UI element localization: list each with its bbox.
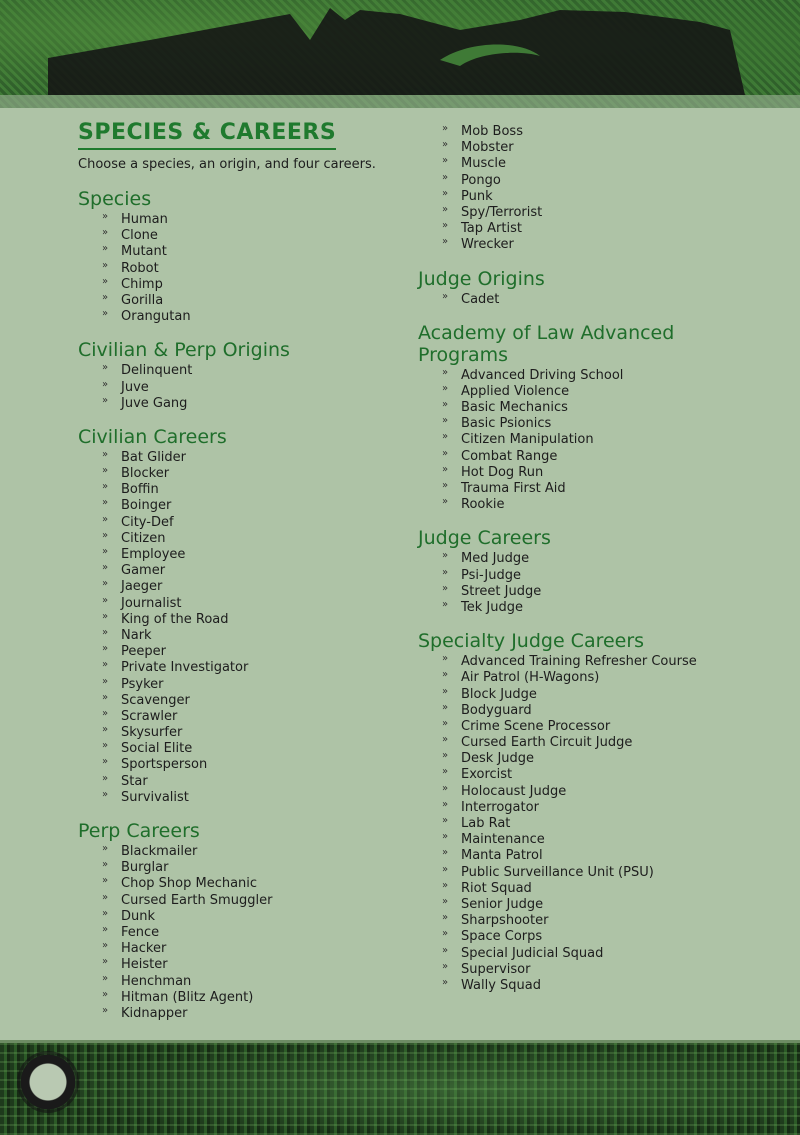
bullet-icon: » [102,626,109,638]
list-item [102,790,408,806]
list-item [102,228,408,244]
list-item-label: Spy/Terrorist [461,204,543,220]
list-item-label: Space Corps [461,929,543,945]
section-heading-academy [418,322,788,366]
list-item-label: Psi-Judge [461,567,521,583]
list-item-label: Mobster [461,140,514,156]
specialty-judge-careers-list [418,654,788,994]
bullet-icon: » [102,448,109,460]
list-item [442,654,788,670]
bullet-icon: » [442,798,449,810]
list-item [102,596,408,612]
bullet-icon: » [102,243,109,255]
bullet-icon: » [442,766,449,778]
bullet-icon: » [442,734,449,746]
list-item-label: Special Judicial Squad [461,945,604,961]
bullet-icon: » [442,139,449,151]
list-item-label: Holocaust Judge [461,783,567,799]
bullet-icon: » [102,378,109,390]
list-item [102,925,408,941]
list-item-label: Rookie [461,497,505,513]
list-item-label: Clone [121,228,158,244]
bullet-icon: » [442,782,449,794]
list-item-label: Block Judge [461,686,537,702]
bullet-icon: » [102,1004,109,1016]
list-item-label: Bat Glider [121,449,187,465]
intro-text: Choose a species, an origin, and four careers. [78,157,376,172]
list-item [102,363,408,379]
bullet-icon: » [442,187,449,199]
bullet-icon: » [442,236,449,248]
list-item [442,205,788,221]
list-item-label: Muscle [461,156,506,172]
list-item-label: Interrogator [461,799,539,815]
bullet-icon: » [102,988,109,1000]
bullet-icon: » [102,940,109,952]
list-item-label: Chimp [121,276,163,292]
list-item [442,551,788,567]
list-item-label: Advanced Driving School [461,367,624,383]
section-heading-specialty-judge-careers: Specialty Judge Careers [418,630,645,653]
list-item [102,612,408,628]
list-item-label: Sharpshooter [461,913,549,929]
list-item [442,173,788,189]
list-item-label: Scrawler [121,708,178,724]
bullet-icon: » [102,659,109,671]
list-item [442,384,788,400]
bullet-icon: » [102,788,109,800]
section-heading-civilian-careers: Civilian Careers [78,425,227,448]
list-item [442,719,788,735]
judge-careers-list [418,551,788,616]
bullet-icon: » [442,566,449,578]
list-item-label: Citizen [121,530,166,546]
bullet-icon: » [442,463,449,475]
bullet-icon: » [442,447,449,459]
list-item [102,212,408,228]
list-item [102,515,408,531]
list-item [442,237,788,253]
list-item-label: Basic Mechanics [461,400,568,416]
list-item [442,292,788,308]
page-title: SPECIES & CAREERS [78,120,336,150]
list-item [102,482,408,498]
list-item-label: Employee [121,547,186,562]
list-item [102,677,408,693]
bottom-banner-decoration [0,1040,800,1135]
list-item [442,670,788,686]
list-item-label: Blocker [121,466,170,482]
list-item-label: Street Judge [461,583,542,599]
bullet-icon: » [442,895,449,907]
list-item-label: Med Judge [461,551,530,567]
bullet-icon: » [102,308,109,320]
bullet-icon: » [102,562,109,574]
list-item-label: Boffin [121,482,159,498]
circuit-texture [0,1043,800,1135]
list-item-label: Robot [121,260,159,276]
bullet-icon: » [102,691,109,703]
bullet-icon: » [442,496,449,508]
list-item [442,848,788,864]
bullet-icon: » [102,707,109,719]
list-item [102,757,408,773]
bullet-icon: » [102,594,109,606]
list-item [442,156,788,172]
bullet-icon: » [442,717,449,729]
bullet-icon: » [442,123,449,134]
bullet-icon: » [102,859,109,871]
bullet-icon: » [442,171,449,183]
academy-heading-line-1: Academy of Law Advanced [418,321,675,344]
list-item [442,124,788,140]
bullet-icon: » [442,382,449,394]
bullet-icon: » [102,227,109,239]
list-item [102,774,408,790]
list-item [102,709,408,725]
bullet-icon: » [442,582,449,594]
bullet-icon: » [102,513,109,525]
list-item-label: Orangutan [121,309,191,325]
list-item-label: Punk [461,188,493,204]
list-item-label: Delinquent [121,363,193,379]
list-item-label: Mutant [121,244,167,260]
perp-careers-list-part-1 [78,844,408,1022]
list-item-label: Blackmailer [121,844,198,859]
list-item [102,450,408,466]
civilian-careers-list [78,450,408,806]
list-item-label: Nark [121,627,152,643]
list-item [102,957,408,973]
list-item-label: Gorilla [121,292,164,308]
bullet-icon: » [442,366,449,378]
list-item-label: Cadet [461,291,500,307]
list-item [442,600,788,616]
list-item-label: City-Def [121,514,174,530]
bullet-icon: » [102,211,109,222]
species-list [78,212,408,325]
academy-list [418,368,788,514]
bullet-icon: » [442,399,449,411]
bullet-icon: » [442,976,449,988]
list-item-label: Senior Judge [461,896,544,912]
list-item-label: Hacker [121,941,167,957]
list-item-label: Kidnapper [121,1005,188,1021]
list-item-label: Riot Squad [461,880,532,896]
list-item-label: Heister [121,957,168,973]
list-item-label: Applied Violence [461,383,570,399]
list-item [102,244,408,260]
list-item-label: King of the Road [121,611,229,627]
list-item [442,687,788,703]
list-item-label: Cursed Earth Smuggler [121,892,273,908]
list-item [102,498,408,514]
bullet-icon: » [442,480,449,491]
bullet-icon: » [102,907,109,919]
right-column [418,124,788,994]
bullet-icon: » [442,863,449,875]
list-item [102,844,408,860]
list-item-label: Juve Gang [121,395,188,411]
bullet-icon: » [102,259,109,271]
bullet-icon: » [102,394,109,406]
bullet-icon: » [102,772,109,784]
list-item-label: Combat Range [461,448,558,464]
list-item [442,751,788,767]
bullet-icon: » [442,928,449,940]
list-item-label: Skysurfer [121,725,183,741]
list-item-label: Pongo [461,172,501,188]
bullet-icon: » [102,675,109,687]
bullet-icon: » [102,546,109,557]
list-item [102,941,408,957]
bullet-icon: » [102,275,109,287]
bullet-icon: » [442,669,449,681]
section-heading-judge-careers: Judge Careers [418,527,551,550]
bullet-icon: » [442,701,449,713]
list-item-label: Wally Squad [461,977,541,993]
list-item-label: Human [121,212,168,227]
list-item [442,221,788,237]
bullet-icon: » [442,550,449,562]
list-item [102,380,408,396]
list-item-label: Citizen Manipulation [461,432,594,448]
list-item-label: Fence [121,924,160,940]
list-item-label: Psyker [121,676,164,692]
list-item [102,974,408,990]
list-item [442,816,788,832]
list-item [102,309,408,325]
list-item [102,277,408,293]
list-item [442,881,788,897]
bullet-icon: » [102,972,109,984]
list-item-label: Burglar [121,860,169,876]
list-item [102,893,408,909]
list-item [442,767,788,783]
list-item-label: Maintenance [461,832,545,848]
list-item-label: Desk Judge [461,751,535,767]
list-item-label: Supervisor [461,961,531,977]
list-item-label: Tek Judge [461,599,523,615]
list-item [102,547,408,563]
bullet-icon: » [102,724,109,736]
list-item [442,800,788,816]
list-item [102,293,408,309]
list-item [102,660,408,676]
list-item [442,449,788,465]
bullet-icon: » [102,291,109,303]
list-item-label: Cursed Earth Circuit Judge [461,735,633,751]
list-item [102,579,408,595]
list-item [442,189,788,205]
bullet-icon: » [102,740,109,752]
bullet-icon: » [442,220,449,232]
bullet-icon: » [442,944,449,956]
list-item [442,978,788,994]
list-item [442,913,788,929]
list-item [442,400,788,416]
bullet-icon: » [102,481,109,493]
gear-icon [20,1054,76,1110]
list-item [102,909,408,925]
bullet-icon: » [442,815,449,826]
bullet-icon: » [102,956,109,968]
list-item [442,568,788,584]
list-item-label: Dunk [121,908,156,924]
list-item [102,466,408,482]
bullet-icon: » [442,431,449,443]
list-item [102,396,408,412]
bullet-icon: » [102,843,109,854]
list-item-label: Hot Dog Run [461,464,544,480]
list-item-label: Private Investigator [121,660,249,676]
list-item-label: Basic Psionics [461,416,552,432]
list-item [442,735,788,751]
bullet-icon: » [442,685,449,697]
judge-origins-list [418,292,788,308]
section-heading-perp-careers: Perp Careers [78,820,200,842]
list-item-label: Chop Shop Mechanic [121,876,258,892]
list-item-label: Scavenger [121,692,190,708]
list-item [442,140,788,156]
list-item-label: Tap Artist [461,221,522,237]
list-item [442,946,788,962]
bullet-icon: » [102,756,109,768]
list-item-label: Journalist [121,595,182,611]
bullet-icon: » [102,362,109,374]
list-item-label: Boinger [121,498,172,514]
list-item-label: Exorcist [461,767,513,783]
bullet-icon: » [442,960,449,972]
list-item [442,784,788,800]
bullet-icon: » [442,155,449,167]
bullet-icon: » [102,529,109,541]
list-item [102,860,408,876]
list-item-label: Wrecker [461,237,514,253]
list-item [442,703,788,719]
list-item [442,584,788,600]
list-item-label: Gamer [121,563,166,579]
list-item-label: Crime Scene Processor [461,718,611,734]
list-item [442,416,788,432]
bullet-icon: » [102,923,109,935]
skyline-silhouette-icon [0,0,800,108]
section-heading-civilian-perp-origins: Civilian & Perp Origins [78,339,290,362]
list-item [442,497,788,513]
list-item [102,628,408,644]
bullet-icon: » [102,578,109,590]
section-heading-species: Species [78,188,152,210]
bullet-icon: » [442,653,449,665]
list-item-label: Social Elite [121,741,193,757]
list-item [102,725,408,741]
list-item-label: Star [121,773,148,789]
list-item [442,865,788,881]
list-item [102,644,408,660]
list-item [102,741,408,757]
list-item-label: Bodyguard [461,702,532,718]
bullet-icon: » [442,415,449,427]
list-item [102,563,408,579]
list-item [102,1006,408,1022]
list-item [442,962,788,978]
list-item-label: Advanced Training Refresher Course [461,654,697,670]
list-item-label: Survivalist [121,789,189,805]
list-item-label: Manta Patrol [461,848,543,864]
list-item [102,990,408,1006]
bullet-icon: » [442,831,449,843]
list-item [442,481,788,497]
list-item-label: Sportsperson [121,757,208,773]
bullet-icon: » [102,643,109,655]
bullet-icon: » [442,750,449,762]
list-item [102,693,408,709]
list-item-label: Henchman [121,973,192,989]
bullet-icon: » [442,290,449,302]
bullet-icon: » [102,891,109,903]
list-item [102,261,408,277]
list-item [442,432,788,448]
bullet-icon: » [442,847,449,859]
bullet-icon: » [442,203,449,215]
bullet-icon: » [102,497,109,509]
bullet-icon: » [442,912,449,924]
bullet-icon: » [442,879,449,891]
left-column [78,120,408,1022]
list-item-label: Public Surveillance Unit (PSU) [461,864,654,880]
list-item [442,929,788,945]
perp-careers-list-part-2 [418,124,788,254]
bullet-icon: » [102,610,109,622]
list-item [442,465,788,481]
list-item-label: Air Patrol (H-Wagons) [461,670,600,686]
list-item [442,897,788,913]
bullet-icon: » [102,465,109,477]
civilian-perp-origins-list [78,363,408,412]
bullet-icon: » [102,875,109,887]
bullet-icon: » [442,598,449,610]
list-item-label: Hitman (Blitz Agent) [121,989,254,1005]
list-item-label: Mob Boss [461,124,523,139]
list-item [442,832,788,848]
list-item-label: Lab Rat [461,816,511,831]
list-item-label: Peeper [121,644,166,660]
list-item [442,368,788,384]
list-item-label: Juve [121,379,149,395]
list-item-label: Trauma First Aid [461,481,566,496]
list-item [102,531,408,547]
section-heading-judge-origins: Judge Origins [418,267,545,290]
list-item [102,876,408,892]
academy-heading-line-2: Programs [418,343,509,366]
top-banner-decoration [0,0,800,108]
list-item-label: Jaeger [121,579,163,595]
